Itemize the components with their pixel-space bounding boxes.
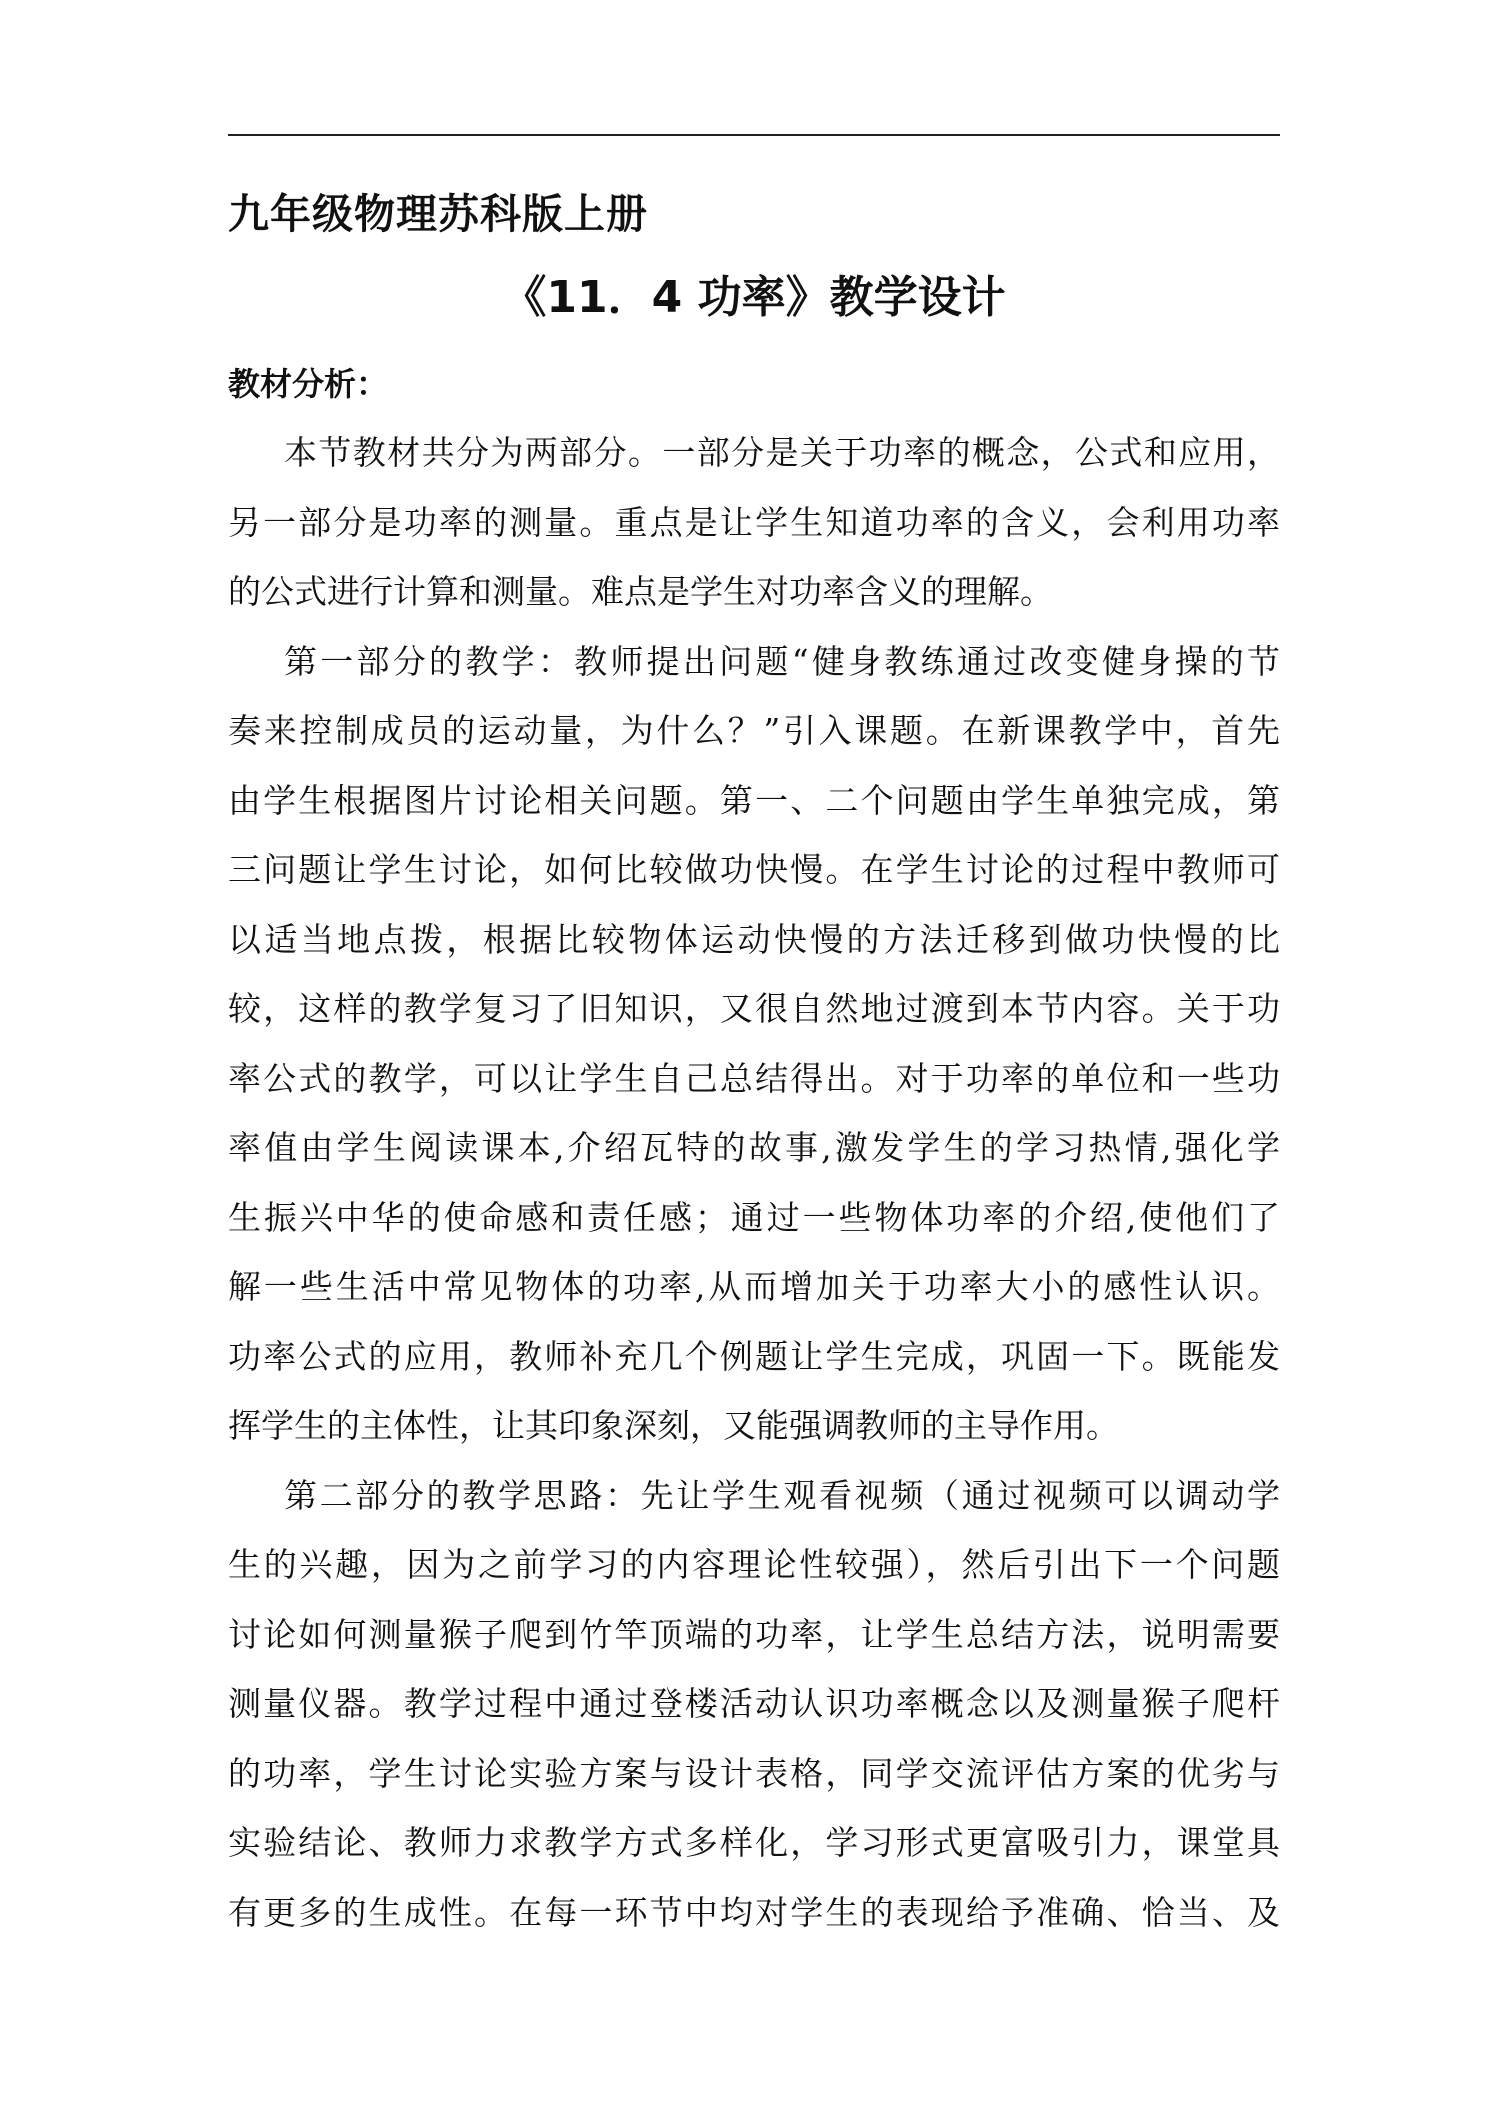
- text-line: 率值由学生阅读课本,介绍瓦特的故事,激发学生的学习热情,强化学: [228, 1128, 1280, 1167]
- text-line: 有更多的生成性。在每一环节中均对学生的表现给予准确、恰当、及: [228, 1892, 1280, 1932]
- text-line: 实验结论、教师力求教学方式多样化，学习形式更富吸引力，课堂具: [228, 1823, 1280, 1862]
- document-subtitle: 九年级物理苏科版上册: [228, 190, 648, 238]
- paragraph-3: [228, 1461, 1280, 1948]
- text-line: 由学生根据图片讨论相关问题。第一、二个问题由学生单独完成，第: [228, 780, 1280, 820]
- text-line: 挥学生的主体性，让其印象深刻，又能强调教师的主导作用。: [228, 1406, 1119, 1445]
- text-line: 的功率，学生讨论实验方案与设计表格，同学交流评估方案的优劣与: [228, 1753, 1280, 1793]
- text-line: 第一部分的教学：教师提出问题“健身教练通过改变健身操的节: [284, 641, 1280, 681]
- document-title: 《11．4 功率》教学设计: [502, 272, 1006, 323]
- section-heading: 教材分析：: [228, 365, 389, 403]
- text-line: 生的兴趣，因为之前学习的内容理论性较强），然后引出下一个问题: [228, 1545, 1280, 1584]
- text-line: 率公式的教学，可以让学生自己总结得出。对于功率的单位和一些功: [228, 1058, 1280, 1098]
- text-line: 测量仪器。教学过程中通过登楼活动认识功率概念以及测量猴子爬杆: [228, 1684, 1280, 1723]
- text-line: 本节教材共分为两部分。一部分是关于功率的概念，公式和应用，: [284, 433, 1280, 472]
- text-line: 的公式进行计算和测量。难点是学生对功率含义的理解。: [228, 572, 1053, 611]
- text-line: 另一部分是功率的测量。重点是让学生知道功率的含义，会利用功率: [228, 502, 1280, 542]
- text-line: 第二部分的教学思路：先让学生观看视频（通过视频可以调动学: [284, 1475, 1280, 1515]
- text-line: 以适当地点拨，根据比较物体运动快慢的方法迁移到做功快慢的比: [228, 919, 1280, 959]
- text-line: 三问题让学生讨论，如何比较做功快慢。在学生讨论的过程中教师可: [228, 850, 1280, 889]
- text-line: 功率公式的应用，教师补充几个例题让学生完成，巩固一下。既能发: [228, 1336, 1280, 1376]
- paragraph-2: [228, 627, 1280, 1461]
- header-rule: [228, 134, 1280, 136]
- text-line: 解一些生活中常见物体的功率,从而增加关于功率大小的感性认识。: [228, 1267, 1280, 1306]
- paragraph-1: [228, 418, 1280, 627]
- text-line: 生振兴中华的使命感和责任感；通过一些物体功率的介绍,使他们了: [228, 1197, 1280, 1237]
- text-line: 讨论如何测量猴子爬到竹竿顶端的功率，让学生总结方法，说明需要: [228, 1614, 1280, 1654]
- text-line: 奏来控制成员的运动量，为什么？”引入课题。在新课教学中，首先: [228, 711, 1280, 750]
- body-text: [228, 418, 1280, 1947]
- text-line: 较，这样的教学复习了旧知识，又很自然地过渡到本节内容。关于功: [228, 989, 1280, 1028]
